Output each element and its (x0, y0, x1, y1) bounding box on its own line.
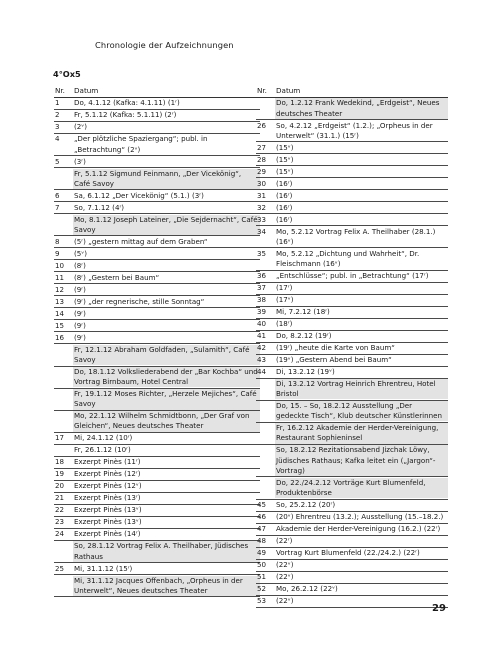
row-number: 51 (257, 571, 267, 581)
row-number: 40 (257, 318, 267, 328)
row-date-text: So, 25.2.12 (20ʳ) (276, 500, 336, 510)
row-date-text: (15ᵛ) (276, 154, 294, 164)
row-number (54, 367, 73, 387)
row-date-text: (5ʳ) „gestern mittag auf dem Graben“ (74, 236, 208, 246)
row-date-text: Vortrag Kurt Blumenfeld (22./24.2.) (22ʳ) (276, 547, 420, 557)
row-date-text: Mo, 5.2.12 Vortrag Felix A. Theilhaber (28.1.) (16ᵛ) (276, 226, 436, 246)
section-heading: 4°Ox5 (53, 69, 81, 79)
row-number: 14 (55, 308, 65, 318)
row-number: 38 (257, 295, 267, 304)
row-number (54, 345, 73, 365)
row-date-text: (17ᵛ) (276, 295, 294, 304)
row-number: 22 (55, 505, 65, 515)
row-number: 12 (55, 284, 65, 294)
row-date-text: Fr, 5.1.12 (Kafka: 5.1.11) (2ʳ) (74, 110, 177, 120)
table-row (256, 500, 448, 512)
table-row (54, 493, 260, 505)
row-number: 43 (257, 354, 267, 364)
row-number: 28 (257, 154, 267, 164)
column-header-datum: Datum (74, 86, 99, 95)
row-number (54, 576, 73, 596)
table-row (256, 524, 448, 536)
row-number: 26 (257, 120, 267, 130)
row-number: 23 (55, 517, 65, 527)
row-date-text: (19ʳ) „heute die Karte von Baum“ (276, 342, 395, 352)
row-number: 31 (257, 190, 267, 200)
row-date-text: (8ʳ) „Gestern bei Baum“ (74, 272, 160, 282)
row-date-text: Exzerpt Pinès (11ʳ) (74, 457, 141, 467)
table-row (256, 98, 448, 120)
row-date-text: Do, 8.2.12 (19ʳ) (276, 330, 332, 340)
table-row (54, 575, 260, 597)
table-row (54, 517, 260, 529)
row-date-text: (9ʳ) „der regnerische, stille Sonntag“ (74, 296, 205, 306)
row-number (54, 411, 73, 431)
table-row (54, 445, 260, 457)
row-number: 32 (257, 202, 267, 212)
table-row (54, 505, 260, 517)
row-date-text: Exzerpt Pinès (12ᵛ) (74, 481, 142, 491)
row-date-text: Mi, 31.1.12 Jacques Offenbach, „Orpheus in der Unterwelt“, Neues deutsches Theater (73, 576, 260, 596)
row-number: 33 (257, 214, 267, 224)
table-row (256, 202, 448, 214)
row-date-text: (9ʳ) (74, 284, 86, 294)
table-row (256, 214, 448, 226)
table-row (256, 319, 448, 331)
table-row (54, 469, 260, 481)
table-row (256, 379, 448, 401)
column-header-datum: Datum (276, 86, 301, 95)
table-row (256, 401, 448, 423)
table-row (256, 271, 448, 283)
row-number: 46 (257, 512, 267, 522)
row-date-text: Exzerpt Pinès (13ᵛ) (74, 517, 142, 527)
row-date-text: Di, 13.2.12 Vortrag Heinrich Ehrentreu, Hotel Bristol (275, 379, 448, 399)
table-row (54, 134, 260, 156)
row-number: 21 (55, 493, 65, 503)
row-number: 25 (55, 563, 65, 573)
row-date-text: „Der plötzliche Spaziergang“; publ. in „Betrachtung“ (2ᵛ) (74, 134, 208, 154)
row-number (54, 389, 73, 409)
table-row (54, 344, 260, 366)
column-header-nr: Nr. (55, 86, 65, 95)
row-date-text: Exzerpt Pinès (13ᵛ) (74, 505, 142, 515)
row-date-text: Mo, 26.2.12 (22ᵛ) (276, 583, 338, 593)
row-number: 10 (55, 260, 65, 270)
table-row (256, 190, 448, 202)
table-row (54, 284, 260, 296)
row-number: 30 (257, 178, 267, 188)
table-row (54, 110, 260, 122)
table-row (54, 433, 260, 445)
row-number: 42 (257, 342, 267, 352)
table-row (256, 307, 448, 319)
table-row (256, 295, 448, 307)
table-row (256, 283, 448, 295)
row-number: 6 (55, 190, 60, 200)
table-row (54, 457, 260, 469)
row-date-text: Do, 18.1.12 Volksliederabend der „Bar Kochba“ und Vortrag Birnbaum, Hotel Central (73, 367, 260, 387)
table-row (54, 529, 260, 541)
row-date-text: Fr, 26.1.12 (10ʳ) (74, 445, 131, 455)
row-number: 13 (55, 296, 65, 306)
row-number (256, 445, 275, 476)
row-date-text: (9ʳ) (74, 332, 86, 342)
row-date-text: (9ʳ) (74, 320, 86, 330)
row-date-text: So, 18.2.12 Rezitationsabend Jizchak Löwy, Jüdisches Rathaus; Kafka leitet ein („Jargon“-Vortrag) (275, 445, 448, 476)
row-date-text: „Entschlüsse“; publ. in „Betrachtung“ (17ʳ) (276, 271, 429, 281)
rows-right (256, 98, 448, 608)
table-row (54, 541, 260, 563)
row-number: 27 (257, 142, 267, 152)
row-date-text: Mo, 22.1.12 Wilhelm Schmidtbonn, „Der Graf von Gleichen“, Neues deutsches Theater (73, 411, 260, 431)
row-number: 24 (55, 529, 65, 539)
table-header (256, 85, 448, 98)
table-row (256, 423, 448, 445)
row-date-text: (16ʳ) (276, 202, 293, 212)
table-row (256, 178, 448, 190)
table-row (256, 512, 448, 524)
row-number: 2 (55, 110, 60, 120)
row-date-text: Fr, 12.1.12 Abraham Goldfaden, „Sulamith“, Café Savoy (73, 345, 260, 365)
table-row (256, 166, 448, 178)
row-number (54, 541, 73, 561)
row-date-text: Do, 22./24.2.12 Vorträge Kurt Blumenfeld, Produktenbörse (275, 478, 448, 498)
row-number: 7 (55, 202, 60, 212)
table-row (54, 481, 260, 493)
row-number: 16 (55, 332, 65, 342)
table-row (256, 445, 448, 477)
row-number (256, 423, 275, 443)
row-date-text: (22ᵛ) (276, 571, 294, 581)
row-number: 49 (257, 547, 267, 557)
row-date-text: Di, 13.2.12 (19ᵛ) (276, 366, 335, 376)
row-number: 15 (55, 320, 65, 330)
row-date-text: (3ʳ) (74, 156, 86, 166)
table-row (256, 154, 448, 166)
table-row (54, 98, 260, 110)
row-date-text: (16ʳ) (276, 190, 293, 200)
row-date-text: (18ʳ) (276, 318, 293, 328)
table-row (256, 584, 448, 596)
table-row (256, 331, 448, 343)
row-number: 34 (257, 226, 267, 236)
row-number (54, 445, 73, 455)
table-row (54, 202, 260, 214)
table-row (54, 332, 260, 344)
row-number (256, 478, 275, 498)
table-row (54, 190, 260, 202)
row-date-text: Exzerpt Pinès (13ʳ) (74, 493, 141, 503)
row-number: 45 (257, 500, 267, 510)
row-date-text: (9ʳ) (74, 308, 86, 318)
row-date-text: Mi, 7.2.12 (18ʳ) (276, 306, 330, 316)
row-number: 18 (55, 457, 65, 467)
row-number: 29 (257, 166, 267, 176)
row-date-text: (16ʳ) (276, 178, 293, 188)
row-date-text: (2ᵛ) (74, 122, 88, 132)
row-number: 8 (55, 236, 60, 246)
table-row (54, 214, 260, 236)
row-date-text: Mo, 5.2.12 „Dichtung und Wahrheit“, Dr. Fleischmann (16ᵛ) (276, 248, 420, 269)
row-date-text: Fr, 16.2.12 Akademie der Herder-Vereinigung, Restaurant Sophieninsel (275, 423, 448, 443)
row-date-text: (22ᵛ) (276, 595, 294, 605)
row-date-text: (15ᵛ) (276, 166, 294, 176)
table-row (256, 596, 448, 608)
chronology-table-right (256, 85, 448, 608)
row-number: 52 (257, 583, 267, 593)
row-number: 1 (55, 98, 60, 108)
row-date-text: Fr, 19.1.12 Moses Richter, „Herzele Mejiches“, Café Savoy (73, 389, 260, 409)
rows-left (54, 98, 260, 597)
row-number (54, 169, 73, 189)
row-date-text: (16ʳ) (276, 214, 293, 224)
row-number: 36 (257, 271, 267, 281)
table-row (256, 367, 448, 379)
table-row (54, 563, 260, 575)
row-number: 35 (257, 248, 267, 258)
row-date-text: (15ᵛ) (276, 142, 294, 152)
row-number: 39 (257, 306, 267, 316)
row-number (256, 401, 275, 421)
table-row (54, 367, 260, 389)
row-date-text: Akademie der Herder-Vereinigung (16.2.) (22ʳ) (276, 524, 441, 533)
table-row (256, 560, 448, 572)
table-row (54, 168, 260, 190)
row-date-text: Mi, 24.1.12 (10ʳ) (74, 433, 133, 443)
row-date-text: Exzerpt Pinès (12ʳ) (74, 469, 141, 479)
table-row (54, 389, 260, 411)
row-date-text: Exzerpt Pinès (14ʳ) (74, 529, 141, 539)
row-number: 48 (257, 535, 267, 545)
row-number (54, 215, 73, 235)
row-number: 4 (55, 134, 60, 144)
running-title: Chronologie der Aufzeichnungen (95, 40, 234, 50)
row-date-text: Fr, 5.1.12 Sigmund Feinmann, „Der Vicekönig“, Café Savoy (73, 169, 260, 189)
row-number: 53 (257, 595, 267, 605)
row-date-text: Do, 4.1.12 (Kafka: 4.1.11) (1ʳ) (74, 98, 180, 108)
row-number: 50 (257, 559, 267, 569)
row-number: 9 (55, 248, 60, 258)
row-number: 47 (257, 524, 267, 533)
table-header (54, 85, 260, 98)
table-row (54, 156, 260, 168)
table-row (54, 248, 260, 260)
row-date-text: Mo, 8.1.12 Joseph Lateiner, „Die Sejdernacht“, Café Savoy (73, 215, 260, 235)
table-row (54, 236, 260, 248)
row-number: 17 (55, 433, 65, 443)
table-row (256, 477, 448, 499)
row-number: 41 (257, 330, 267, 340)
row-date-text: (5ᵛ) (74, 248, 88, 258)
table-row (256, 572, 448, 584)
row-number: 3 (55, 122, 60, 132)
table-row (54, 296, 260, 308)
table-row (54, 308, 260, 320)
row-date-text: (8ʳ) (74, 260, 86, 270)
row-date-text: So, 28.1.12 Vortrag Felix A. Theilhaber, Jüdisches Rathaus (73, 541, 260, 561)
row-number: 20 (55, 481, 65, 491)
row-number: 37 (257, 283, 267, 293)
table-row (256, 248, 448, 270)
table-row (256, 548, 448, 560)
table-row (256, 355, 448, 367)
table-row (256, 120, 448, 142)
row-number: 5 (55, 156, 60, 166)
table-row (54, 320, 260, 332)
row-date-text: Sa, 6.1.12 „Der Vicekönig“ (5.1.) (3ʳ) (74, 190, 204, 200)
row-date-text: Do, 15. – So, 18.2.12 Ausstellung „Der gedeckte Tisch“, Klub deutscher Künstlerinnen (275, 401, 448, 421)
row-number: 19 (55, 469, 65, 479)
table-row (256, 142, 448, 154)
table-row (256, 536, 448, 548)
chronology-table-left (54, 85, 260, 597)
row-number (256, 379, 275, 399)
row-number (256, 98, 275, 118)
table-row (256, 226, 448, 248)
page-number: 29 (432, 603, 446, 614)
row-date-text: (22ʳ) (276, 535, 293, 545)
row-date-text: (20ᵛ) Ehrentreu (13.2.); Ausstellung (15.–18.2.) (276, 512, 444, 522)
row-date-text: So, 4.2.12 „Erdgeist“ (1.2.); „Orpheus in der Unterwelt“ (31.1.) (15ʳ) (276, 120, 433, 140)
table-row (54, 260, 260, 272)
table-row (54, 272, 260, 284)
column-header-nr: Nr. (257, 86, 267, 95)
table-row (54, 122, 260, 134)
row-number: 44 (257, 366, 267, 376)
row-date-text: Do, 1.2.12 Frank Wedekind, „Erdgeist“, Neues deutsches Theater (275, 98, 448, 118)
row-date-text: Mi, 31.1.12 (15ʳ) (74, 563, 133, 573)
row-date-text: (22ᵛ) (276, 559, 294, 569)
table-row (256, 343, 448, 355)
row-date-text: (19ᵛ) „Gestern Abend bei Baum“ (276, 354, 392, 364)
row-date-text: So, 7.1.12 (4ʳ) (74, 202, 125, 212)
row-number: 11 (55, 272, 65, 282)
row-date-text: (17ʳ) (276, 283, 293, 293)
table-row (54, 411, 260, 433)
